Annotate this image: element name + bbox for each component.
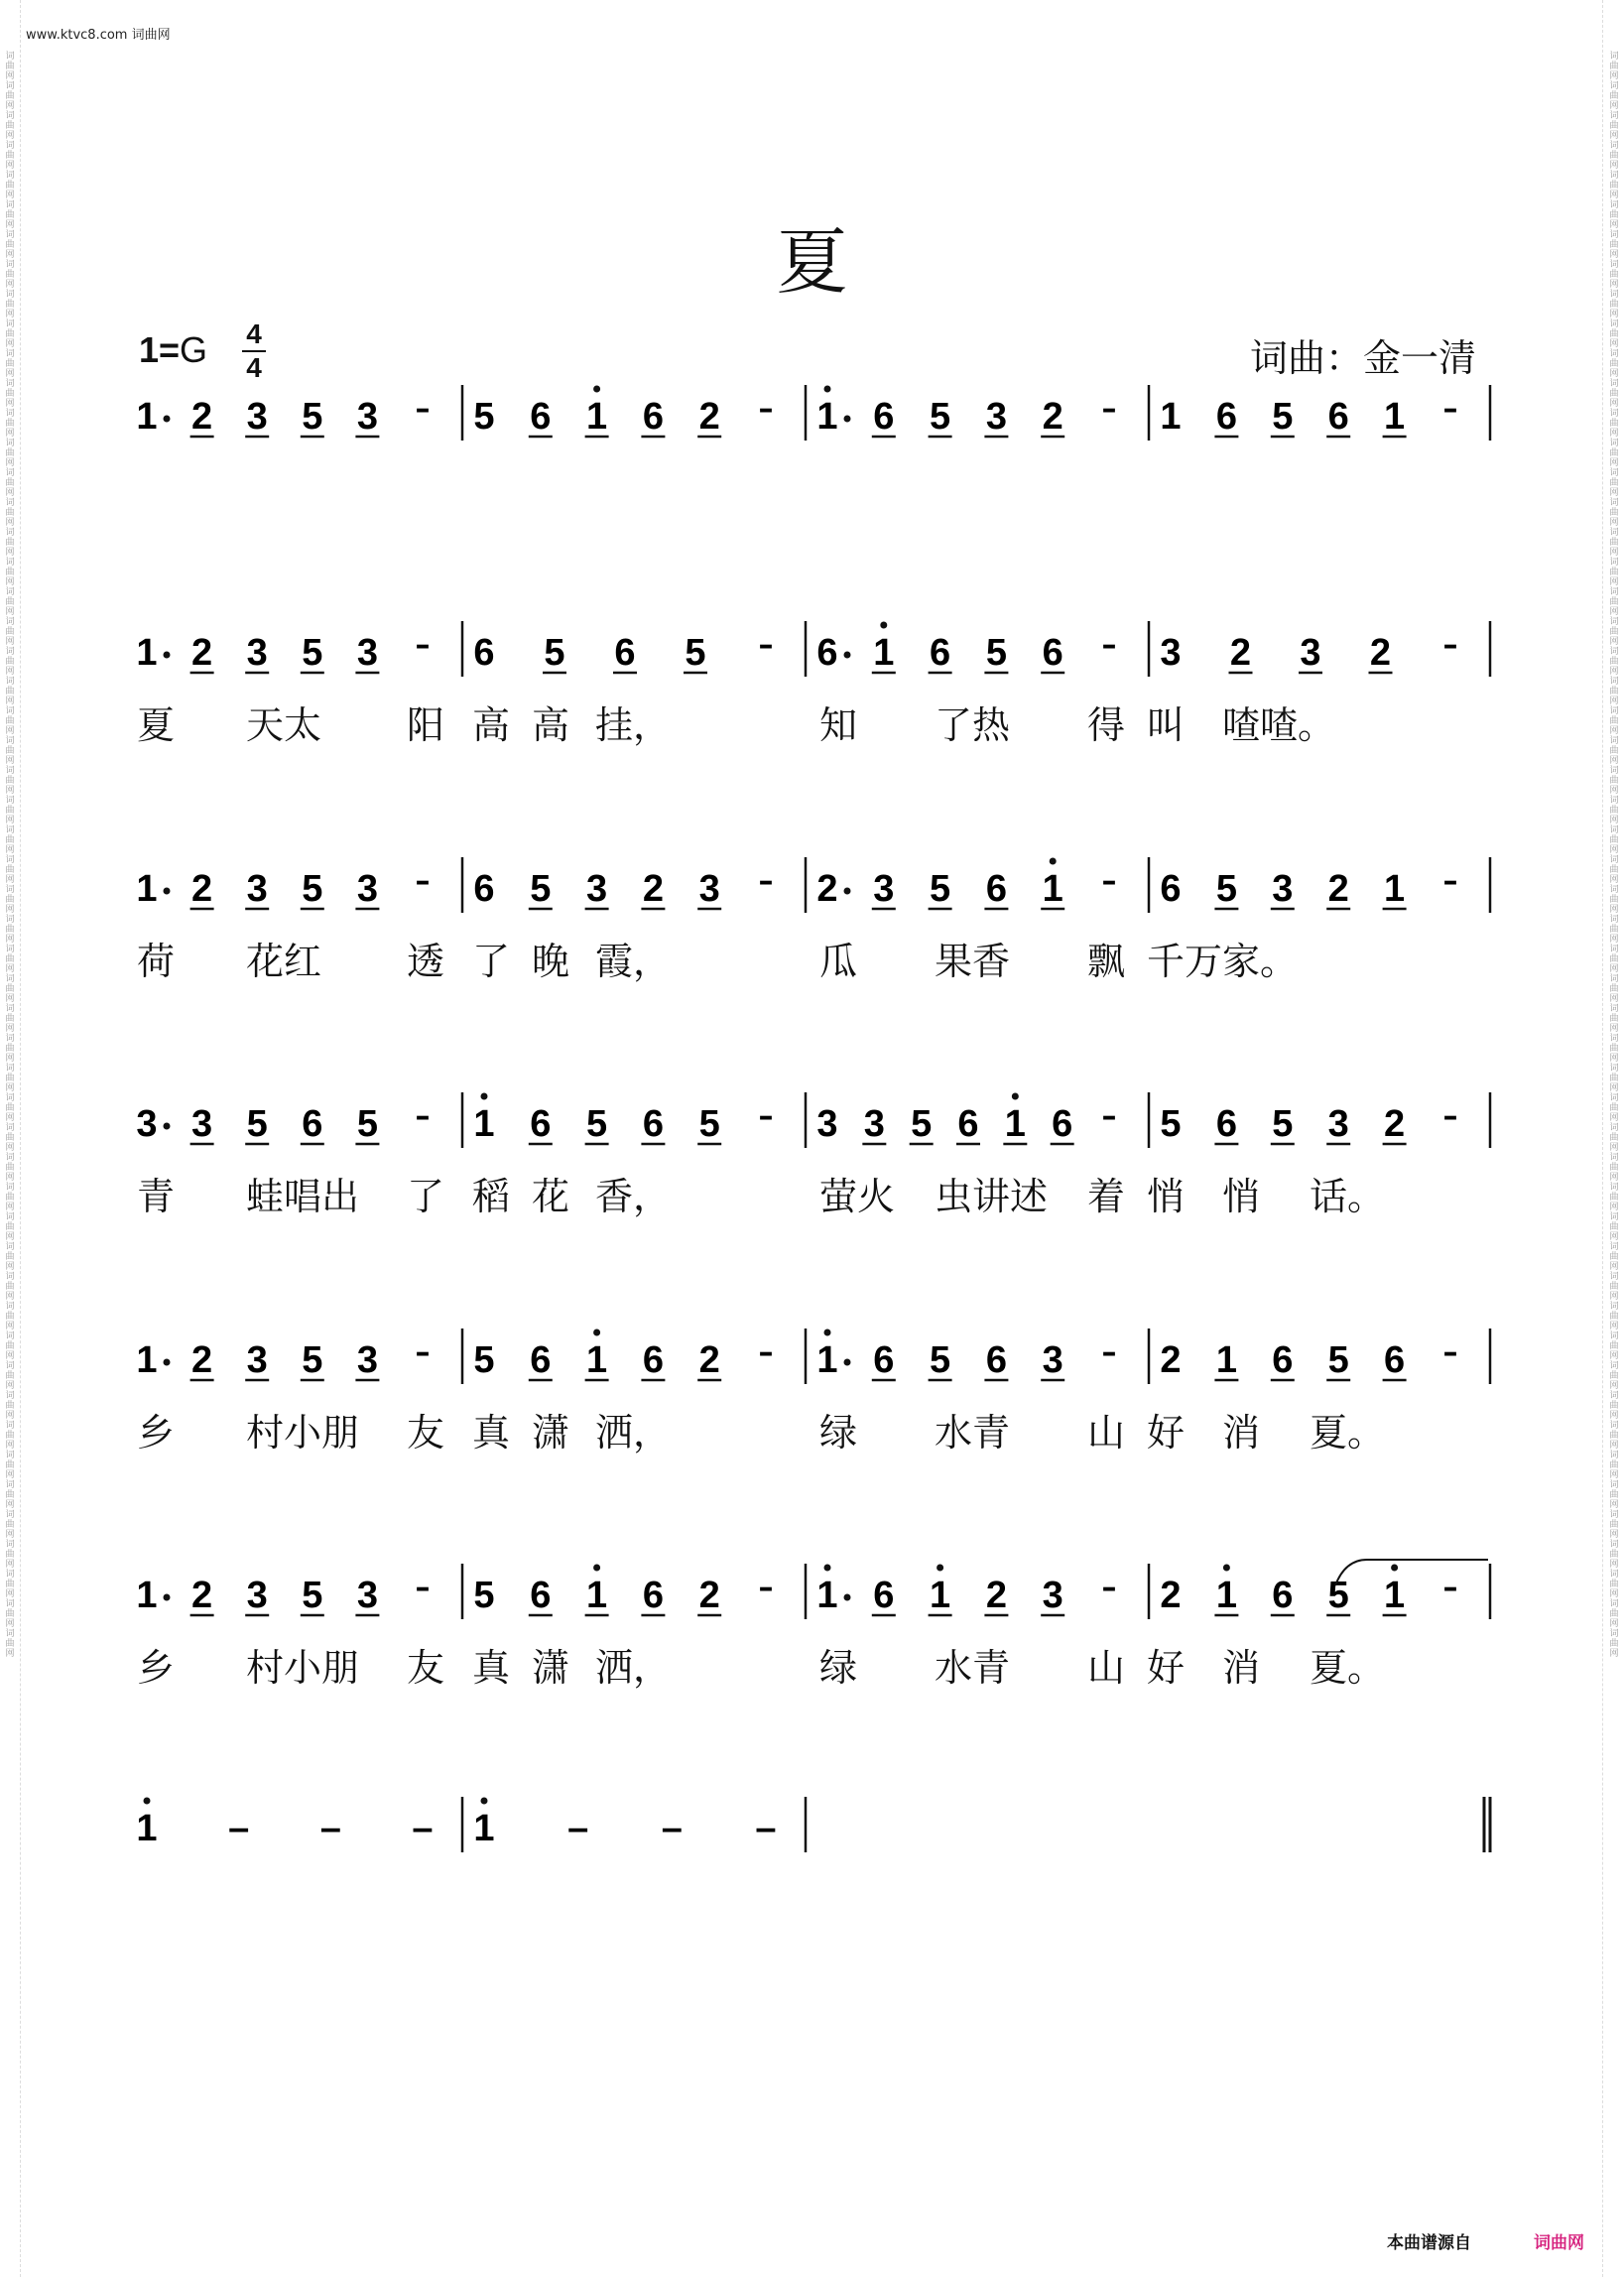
dash-rest: – [1442,1571,1458,1605]
note-3-1-0: 1 [473,1103,495,1145]
lyric-5-3: 真 [472,1646,511,1690]
footer-source-label: 本曲谱源自 [1387,2233,1471,2253]
note-5-2-4: 3 [1042,1575,1063,1616]
augmentation-dot [164,1123,171,1130]
note-3-2-3: 6 [957,1103,979,1145]
note-5-0-4: 3 [356,1575,378,1616]
lyric-1-3: 高 [472,703,511,747]
note-6-1-2: – [661,1808,683,1849]
note-5-1-0: 5 [473,1575,495,1616]
lyric-1-4: 高 [532,703,570,747]
augmentation-dot [164,1359,171,1366]
note-6-1-0: 1 [473,1808,495,1849]
note-0-2-3: 3 [985,396,1007,438]
lyric-3-8: 着 [1087,1175,1126,1218]
lyric-4-0: 乡 [137,1411,176,1455]
lyric-5-6: 绿 [819,1646,858,1690]
note-0-0-3: 5 [302,396,323,438]
lyric-2-4: 晚 [532,940,570,983]
note-2-2-3: 6 [985,868,1007,910]
note-6-0-2: – [319,1808,341,1849]
note-2-0-1: 2 [191,868,213,910]
high-octave-dot [1050,858,1057,865]
lyric-5-10: 消 [1222,1646,1261,1690]
lyric-1-6: 知 [819,703,858,747]
note-4-1-1: 6 [530,1339,552,1381]
high-octave-dot [481,1798,488,1805]
note-5-1-1: 6 [530,1575,552,1616]
note-0-0-2: 3 [246,396,268,438]
note-2-0-4: 3 [356,868,378,910]
note-3-0-2: 5 [246,1103,268,1145]
note-3-2-5: 6 [1052,1103,1073,1145]
key-prefix: 1= [139,329,181,370]
note-4-3-1: 1 [1215,1339,1237,1381]
lyric-4-6: 绿 [819,1411,858,1455]
lyric-4-8: 山 [1087,1411,1126,1455]
note-3-1-2: 5 [586,1103,608,1145]
lyric-2-1: 花红 [246,940,322,983]
note-3-2-0: 3 [816,1103,838,1145]
dash-rest: – [758,864,774,899]
left-margin-line [20,0,21,2277]
dash-rest: – [415,392,431,427]
note-1-1-0: 6 [473,632,495,674]
note-6-1-3: – [755,1808,777,1849]
note-3-3-2: 5 [1272,1103,1294,1145]
note-0-3-2: 5 [1272,396,1294,438]
note-1-3-3: 2 [1369,632,1392,674]
lyric-5-5: 洒， [595,1646,672,1690]
note-2-0-2: 3 [246,868,268,910]
left-watermark-strip: 词曲网词曲网词曲网词曲网词曲网词曲网词曲网词曲网词曲网词曲网词曲网词曲网词曲网词曲网词曲网词曲网词曲网词曲网词曲网词曲网词曲网词曲网词曲网词曲网词曲网词曲网词曲网词曲网词曲网词曲网词曲网词曲网词曲网词曲网词曲网词曲网词曲网词曲网词曲网词曲网词曲网词曲网词曲网词曲网词曲网词曲网词曲网词曲网词曲网词曲网词曲网词曲网词曲网词曲网 [5,52,15,1659]
note-4-0-0: 1 [136,1339,158,1381]
note-4-1-0: 5 [473,1339,495,1381]
note-4-3-2: 6 [1272,1339,1294,1381]
note-0-1-4: 2 [698,396,720,438]
dash-rest: – [415,1335,431,1370]
note-2-3-1: 5 [1215,868,1237,910]
note-3-3-0: 5 [1160,1103,1182,1145]
lyric-3-2: 了 [407,1175,445,1218]
lyric-4-1: 村小朋 [246,1411,360,1455]
note-4-1-2: 1 [586,1339,608,1381]
lyric-3-9: 悄 [1147,1175,1186,1218]
key-signature [139,329,207,371]
lyric-5-8: 山 [1087,1646,1126,1690]
note-4-3-0: 2 [1160,1339,1182,1381]
note-1-2-4: 6 [1042,632,1063,674]
note-3-0-0: 3 [136,1103,158,1145]
lyric-3-3: 稻 [472,1175,511,1218]
note-0-3-4: 1 [1384,396,1406,438]
note-5-0-3: 5 [302,1575,323,1616]
note-0-2-0: 1 [816,396,838,438]
time-signature [242,319,266,383]
dash-rest: – [1442,864,1458,899]
note-1-2-0: 6 [816,632,838,674]
note-1-1-3: 5 [685,632,706,674]
note-1-3-1: 2 [1229,632,1252,674]
note-1-0-0: 1 [136,632,158,674]
note-3-2-1: 3 [863,1103,885,1145]
note-2-1-1: 5 [530,868,552,910]
note-1-3-0: 3 [1160,632,1182,674]
note-1-0-2: 3 [246,632,268,674]
note-2-2-0: 2 [816,868,838,910]
high-octave-dot [824,1329,831,1336]
high-octave-dot [880,622,887,629]
lyric-5-4: 潇 [532,1646,570,1690]
note-0-3-0: 1 [1160,396,1182,438]
high-octave-dot [481,1093,488,1100]
dash-rest: – [1101,864,1117,899]
note-0-2-1: 6 [873,396,895,438]
lyric-1-9: 叫 [1147,703,1186,747]
note-2-2-4: 1 [1042,868,1063,910]
note-5-0-0: 1 [136,1575,158,1616]
note-6-0-3: – [412,1808,434,1849]
dash-rest: – [415,864,431,899]
note-5-3-3: 5 [1327,1575,1349,1616]
right-margin-line [1602,0,1603,2277]
lyric-4-5: 洒， [595,1411,672,1455]
note-0-1-0: 5 [473,396,495,438]
note-1-2-3: 5 [985,632,1007,674]
lyric-3-0: 青 [137,1175,176,1218]
augmentation-dot [844,1359,851,1366]
note-6-0-0: 1 [136,1808,158,1849]
note-1-0-3: 5 [302,632,323,674]
right-watermark-strip: 词曲网词曲网词曲网词曲网词曲网词曲网词曲网词曲网词曲网词曲网词曲网词曲网词曲网词曲网词曲网词曲网词曲网词曲网词曲网词曲网词曲网词曲网词曲网词曲网词曲网词曲网词曲网词曲网词曲网词曲网词曲网词曲网词曲网词曲网词曲网词曲网词曲网词曲网词曲网词曲网词曲网词曲网词曲网词曲网词曲网词曲网词曲网词曲网词曲网词曲网词曲网词曲网词曲网词曲网 [1609,52,1619,1659]
note-0-0-1: 2 [191,396,213,438]
dash-rest: – [1101,1335,1117,1370]
note-4-2-4: 3 [1042,1339,1063,1381]
dash-rest: – [758,628,774,663]
note-3-0-3: 6 [302,1103,323,1145]
note-0-2-4: 2 [1042,396,1063,438]
note-2-1-2: 3 [586,868,608,910]
site-url: www.ktvc8.com 词曲网 [26,28,171,43]
lyric-3-5: 香， [595,1175,672,1218]
lyric-4-9: 好 [1147,1411,1186,1455]
note-0-0-0: 1 [136,396,158,438]
note-4-2-0: 1 [816,1339,838,1381]
lyric-5-11: 夏。 [1310,1646,1386,1690]
note-3-3-1: 6 [1215,1103,1237,1145]
note-3-1-3: 6 [642,1103,664,1145]
note-1-2-1: 1 [873,632,895,674]
lyric-4-4: 潇 [532,1411,570,1455]
high-octave-dot [824,386,831,393]
augmentation-dot [844,1594,851,1601]
augmentation-dot [844,652,851,659]
note-4-2-1: 6 [873,1339,895,1381]
high-octave-dot [593,1329,600,1336]
high-octave-dot [144,1798,151,1805]
note-2-0-0: 1 [136,868,158,910]
high-octave-dot [937,1565,943,1572]
note-5-2-2: 1 [930,1575,951,1616]
note-0-3-1: 6 [1215,396,1237,438]
note-2-1-4: 3 [698,868,720,910]
lyric-3-6: 萤火 [819,1175,896,1218]
lyric-2-5: 霞， [595,940,672,983]
note-1-2-2: 6 [930,632,951,674]
lyric-4-10: 消 [1222,1411,1261,1455]
lyric-2-10: 家。 [1222,940,1299,983]
note-4-2-3: 6 [985,1339,1007,1381]
note-3-3-4: 2 [1384,1103,1406,1145]
note-4-2-2: 5 [930,1339,951,1381]
note-1-1-2: 6 [614,632,636,674]
lyric-4-7: 水青 [935,1411,1011,1455]
lyric-1-8: 得 [1087,703,1126,747]
lyric-1-0: 夏 [137,703,176,747]
note-2-3-4: 1 [1384,868,1406,910]
lyric-1-10: 喳喳。 [1222,703,1336,747]
dash-rest: – [758,1099,774,1134]
note-1-3-2: 3 [1300,632,1321,674]
high-octave-dot [593,1565,600,1572]
lyric-2-2: 透 [407,940,445,983]
augmentation-dot [164,1594,171,1601]
note-6-1-1: – [567,1808,589,1849]
lyric-3-11: 话。 [1310,1175,1386,1218]
lyric-5-1: 村小朋 [246,1646,360,1690]
composer-credit: 词曲：金一清 [1250,336,1477,380]
lyric-2-3: 了 [472,940,511,983]
lyric-3-7: 虫讲述 [935,1175,1049,1218]
lyric-5-7: 水青 [935,1646,1011,1690]
song-title: 夏 [776,220,848,304]
lyric-1-7: 了热 [935,703,1011,747]
meter-top: 4 [246,318,262,349]
note-3-2-2: 5 [911,1103,933,1145]
note-2-0-3: 5 [302,868,323,910]
lyric-3-1: 蛙唱出 [246,1175,360,1218]
note-4-0-3: 5 [302,1339,323,1381]
dash-rest: – [1442,1099,1458,1134]
note-0-0-4: 3 [356,396,378,438]
lyric-4-2: 友 [407,1411,445,1455]
note-2-1-0: 6 [473,868,495,910]
lyric-1-1: 天太 [246,703,322,747]
note-5-3-4: 1 [1384,1575,1406,1616]
tie-arc [1335,1560,1488,1585]
note-3-0-1: 3 [191,1103,213,1145]
dash-rest: – [1101,1571,1117,1605]
note-3-0-4: 5 [356,1103,378,1145]
note-4-3-3: 5 [1327,1339,1349,1381]
lyric-2-7: 果香 [935,940,1011,983]
note-0-1-3: 6 [642,396,664,438]
note-5-2-3: 2 [985,1575,1007,1616]
note-0-1-2: 1 [586,396,608,438]
high-octave-dot [824,1565,831,1572]
note-5-3-1: 1 [1215,1575,1237,1616]
footer-logo: 词曲网 [1534,2233,1584,2253]
note-4-1-4: 2 [698,1339,720,1381]
high-octave-dot [593,386,600,393]
augmentation-dot [164,888,171,895]
note-3-3-3: 3 [1327,1103,1349,1145]
note-5-1-2: 1 [586,1575,608,1616]
note-1-1-1: 5 [544,632,565,674]
dash-rest: – [415,1099,431,1134]
high-octave-dot [1391,1565,1398,1572]
note-6-0-1: – [228,1808,250,1849]
lyric-5-9: 好 [1147,1646,1186,1690]
lyric-2-8: 飘 [1087,940,1126,983]
note-3-1-4: 5 [698,1103,720,1145]
augmentation-dot [164,416,171,423]
augmentation-dot [844,888,851,895]
note-5-0-1: 2 [191,1575,213,1616]
high-octave-dot [1012,1093,1019,1100]
note-5-1-4: 2 [698,1575,720,1616]
note-4-1-3: 6 [642,1339,664,1381]
note-5-0-2: 3 [246,1575,268,1616]
lyric-5-2: 友 [407,1646,445,1690]
note-1-0-4: 3 [356,632,378,674]
lyric-2-9: 千万 [1147,940,1223,983]
note-0-2-2: 5 [930,396,951,438]
dash-rest: – [1101,628,1117,663]
note-4-0-2: 3 [246,1339,268,1381]
high-octave-dot [1223,1565,1230,1572]
note-5-2-0: 1 [816,1575,838,1616]
dash-rest: – [1101,1099,1117,1134]
lyric-3-4: 花 [532,1175,570,1218]
dash-rest: – [1442,392,1458,427]
note-4-0-4: 3 [356,1339,378,1381]
note-2-3-2: 3 [1272,868,1294,910]
dash-rest: – [758,1571,774,1605]
note-2-2-2: 5 [930,868,951,910]
note-2-3-3: 2 [1327,868,1349,910]
note-0-1-1: 6 [530,396,552,438]
note-5-3-2: 6 [1272,1575,1294,1616]
note-2-3-0: 6 [1160,868,1182,910]
lyric-1-2: 阳 [407,703,445,747]
augmentation-dot [164,652,171,659]
dash-rest: – [415,1571,431,1605]
note-3-1-1: 6 [530,1103,552,1145]
lyric-2-0: 荷 [137,940,176,983]
dash-rest: – [758,1335,774,1370]
note-3-2-4: 1 [1004,1103,1026,1145]
dash-rest: – [415,628,431,663]
lyric-1-5: 挂， [595,703,672,747]
note-4-3-4: 6 [1384,1339,1406,1381]
dash-rest: – [758,392,774,427]
note-1-0-1: 2 [191,632,213,674]
dash-rest: – [1442,628,1458,663]
key-note: G [180,329,208,370]
dash-rest: – [1101,392,1117,427]
note-2-1-3: 2 [642,868,664,910]
lyric-5-0: 乡 [137,1646,176,1690]
note-2-2-1: 3 [873,868,895,910]
note-4-0-1: 2 [191,1339,213,1381]
augmentation-dot [844,416,851,423]
lyric-2-6: 瓜 [819,940,858,983]
note-0-3-3: 6 [1327,396,1349,438]
dash-rest: – [1442,1335,1458,1370]
note-5-3-0: 2 [1160,1575,1182,1616]
meter-bottom: 4 [246,352,262,383]
note-5-2-1: 6 [873,1575,895,1616]
lyric-4-3: 真 [472,1411,511,1455]
note-5-1-3: 6 [642,1575,664,1616]
lyric-3-10: 悄 [1222,1175,1261,1218]
lyric-4-11: 夏。 [1310,1411,1386,1455]
